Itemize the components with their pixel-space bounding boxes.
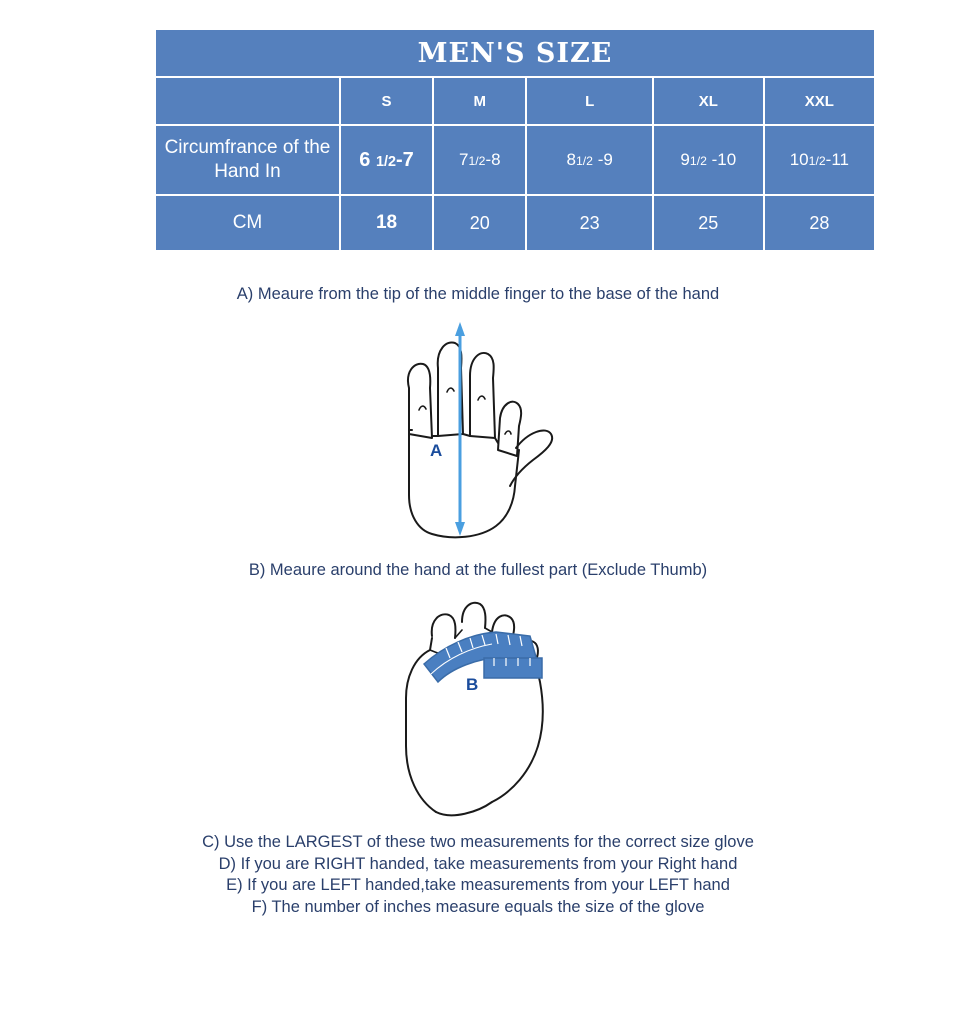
header-cell-s: S — [341, 78, 432, 124]
cell-whole: 10 — [789, 150, 809, 169]
row-label-circumference: Circumfrance of the Hand In — [156, 126, 339, 194]
note-f: F) The number of inches measure equals the size of the glove — [251, 897, 705, 916]
cell-circumference-xxl — [765, 126, 874, 194]
note-d: D) If you are RIGHT handed, take measurements from your Right hand — [218, 854, 738, 873]
cell-cm-xl: 25 — [654, 196, 763, 250]
table-row — [156, 126, 874, 194]
cell-frac: 1/2 — [689, 154, 707, 168]
note-e: E) If you are LEFT handed,take measurements from your LEFT hand — [226, 876, 730, 894]
cell-cm-xxl: 28 — [765, 196, 874, 250]
footer-notes — [0, 832, 956, 918]
cell-whole: 7 — [458, 150, 469, 169]
table-row — [156, 196, 874, 250]
cell-whole: 8 — [566, 150, 576, 169]
cell-circumference-m — [434, 126, 525, 194]
header-cell-l: L — [527, 78, 652, 124]
header-cell-m: M — [434, 78, 525, 124]
size-table — [154, 28, 876, 252]
cell-cm-l: 23 — [527, 196, 652, 250]
header-cell-blank — [156, 78, 339, 124]
figure-b-letter: B — [466, 675, 479, 694]
table-header-row — [156, 78, 874, 124]
caption-b: B) Meaure around the hand at the fullest part (Exclude Thumb) — [248, 561, 708, 579]
cell-rest: -9 — [592, 150, 613, 169]
figure-a-letter: A — [430, 441, 443, 460]
cell-rest: -10 — [706, 150, 737, 169]
cell-frac: 1/2 — [808, 154, 826, 168]
cell-cm-m: 20 — [434, 196, 525, 250]
row-label-cm: CM — [156, 196, 339, 250]
cell-cm-s: 18 — [341, 196, 432, 250]
header-cell-xl: XL — [654, 78, 763, 124]
table-title: MEN'S SIZE — [156, 30, 874, 76]
cell-frac: 1/2 — [375, 153, 396, 170]
cell-whole: 6 — [359, 148, 376, 171]
cell-circumference-l — [527, 126, 652, 194]
cell-frac: 1/2 — [575, 154, 593, 168]
cell-rest: -7 — [396, 148, 414, 171]
caption-a: A) Meaure from the tip of the middle finger to the base of the hand — [236, 285, 720, 303]
measuring-tape — [424, 632, 542, 682]
note-c: C) Use the LARGEST of these two measurements for the correct size glove — [202, 833, 754, 851]
cell-rest: -11 — [825, 150, 849, 169]
hand-illustration-b — [0, 586, 956, 826]
cell-rest: -8 — [485, 150, 501, 169]
cell-circumference-xl — [654, 126, 763, 194]
cell-frac: 1/2 — [468, 154, 486, 168]
header-cell-xxl: XXL — [765, 78, 874, 124]
hand-illustration-a — [0, 310, 956, 550]
cell-whole: 9 — [680, 150, 690, 169]
cell-circumference-s — [341, 126, 432, 194]
table-title-row — [156, 30, 874, 76]
